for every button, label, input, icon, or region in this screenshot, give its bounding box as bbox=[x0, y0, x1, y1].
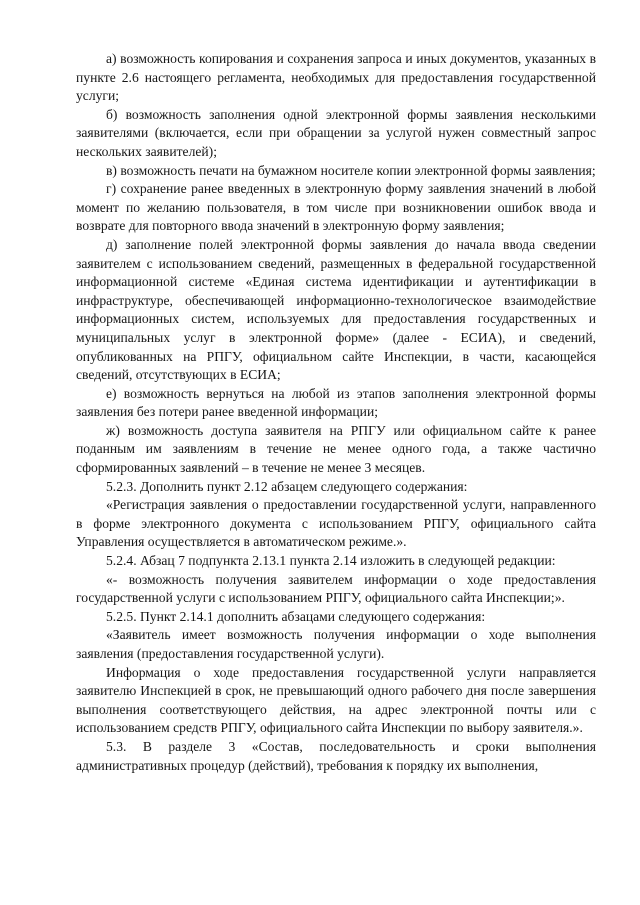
paragraph-5-2-5: 5.2.5. Пункт 2.14.1 дополнить абзацами следующего содержания: bbox=[106, 608, 486, 624]
paragraph-5-2-5-text-2: Информация о ходе предоставления государственной услуги направляется заявителю Инспекцией в срок, не превышающий одного рабочего дня после завершения выполнения соответствующего действия, на адрес электронной почты или с использованием средств РПГУ, официального сайта Инспекции по выбору заявителя.». bbox=[76, 664, 596, 736]
paragraph-item-g: г) сохранение ранее введенных в электронную форму заявления значений в любой момент по желанию пользователя, в том числе при возникновении ошибок ввода и возврате для повторного ввода значений в электронную форму заявления; bbox=[76, 181, 596, 234]
document-page bbox=[76, 50, 596, 775]
paragraph-item-d: д) заполнение полей электронной формы заявления до начала ввода сведении заявителем с использованием сведений, размещенных в федеральной государственной информационной системе «Единая система идентификации и аутентификации в инфраструктуре, обеспечивающей информационно-технологическое взаимодействие информационных систем, используемых для предоставления государственных и муниципальных услуг в электронной форме» (далее - ЕСИА), и сведений, опубликованных на РПГУ, официальном сайте Инспекции, в части, касающейся сведений, отсутствующих в ЕСИА; bbox=[76, 236, 596, 383]
paragraph-item-e: е) возможность вернуться на любой из этапов заполнения электронной формы заявления без потери ранее введенной информации; bbox=[76, 385, 596, 420]
paragraph-5-2-3: 5.2.3. Дополнить пункт 2.12 абзацем следующего содержания: bbox=[106, 478, 468, 494]
paragraph-5-2-4-text: «- возможность получения заявителем информации о ходе предоставления государственной услуги с использованием РПГУ, официального сайта Инспекции;». bbox=[76, 571, 596, 606]
paragraph-item-b: б) возможность заполнения одной электронной формы заявления несколькими заявителями (включается, если при обращении за услугой нужен совместный запрос нескольких заявителей); bbox=[76, 106, 596, 159]
paragraph-item-v: в) возможность печати на бумажном носителе копии электронной формы заявления; bbox=[106, 162, 596, 178]
paragraph-5-2-5-text-1: «Заявитель имеет возможность получения информации о ходе выполнения заявления (предоставления государственной услуги). bbox=[76, 627, 596, 661]
paragraph-item-a: а) возможность копирования и сохранения запроса и иных документов, указанных в пункте 2.6 настоящего регламента, необходимых для предоставления государственной услуги; bbox=[76, 51, 596, 104]
paragraph-5-2-4: 5.2.4. Абзац 7 подпункта 2.13.1 пункта 2.14 изложить в следующей редакции: bbox=[106, 553, 556, 569]
paragraph-5-3: 5.3. В разделе 3 «Состав, последовательность и сроки выполнения административных процедур (действий), требования к порядку их выполнения, bbox=[76, 738, 596, 773]
paragraph-item-zh: ж) возможность доступа заявителя на РПГУ или официальном сайте к ранее поданным им заявлениям в течение не менее одного года, а также частично сформированных заявлений – в течение не менее 3 месяцев. bbox=[76, 422, 596, 476]
paragraph-5-2-3-text: «Регистрация заявления о предоставлении государственной услуги, направленного в форме электронного документа с использованием РПГУ, официального сайта Управления осуществляется в автоматическом режиме.». bbox=[76, 497, 596, 550]
